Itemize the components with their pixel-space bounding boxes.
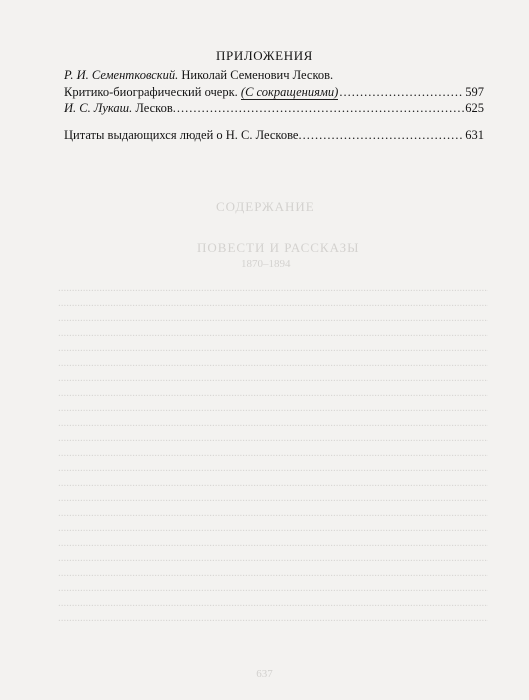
ghost-toc-row (58, 282, 488, 294)
ghost-toc-row (58, 522, 488, 534)
leader-dots (177, 100, 464, 116)
toc-entry-title: Николай Семенович Лесков. (181, 68, 334, 82)
toc-entry-title: Лесков. (135, 101, 176, 115)
ghost-toc-row (58, 447, 488, 459)
toc-entry-title: Цитаты выдающихся людей о Н. С. Лескове. (64, 128, 302, 142)
ghost-section-title: СОДЕРЖАНИЕ (216, 199, 315, 214)
toc-entry-author: И. С. Лукаш. (64, 101, 133, 115)
toc-entry-2[interactable] (64, 100, 484, 116)
ghost-toc-row (58, 612, 488, 624)
ghost-subsection-title: ПОВЕСТИ И РАССКАЗЫ (197, 240, 360, 255)
toc-entry-note: (С сокращениями) (240, 85, 339, 99)
ghost-toc-row (58, 312, 488, 324)
ghost-toc-row (58, 417, 488, 429)
toc-entry-page: 631 (465, 128, 484, 142)
ghost-toc-row (58, 432, 488, 444)
ghost-page-number: 637 (256, 668, 273, 680)
leader-dots (339, 84, 464, 100)
ghost-toc-row (58, 387, 488, 399)
toc-entry-title-cont: Критико-биографический очерк. (С сокращениями) (64, 85, 339, 99)
ghost-toc-row (58, 327, 488, 339)
ghost-toc-row (58, 507, 488, 519)
toc-entry-1-line1 (64, 67, 333, 83)
section-heading: ПРИЛОЖЕНИЯ (216, 48, 313, 63)
ghost-toc-row (58, 597, 488, 609)
ghost-toc-row (58, 462, 488, 474)
toc-entry-page: 597 (465, 85, 484, 99)
ghost-toc-row (58, 567, 488, 579)
ghost-toc-row (58, 402, 488, 414)
ghost-toc-row (58, 582, 488, 594)
ghost-toc-row (58, 477, 488, 489)
ghost-toc-row (58, 552, 488, 564)
ghost-toc-row (58, 372, 488, 384)
ghost-toc-row (58, 297, 488, 309)
toc-entry-author: Р. И. Сементковский. (64, 68, 179, 82)
leader-dots (303, 127, 465, 143)
ghost-years: 1870–1894 (241, 258, 291, 270)
ghost-toc-row (58, 492, 488, 504)
ghost-toc-row (58, 357, 488, 369)
toc-entry-1-line2[interactable] (64, 84, 484, 100)
ghost-toc-row (58, 537, 488, 549)
toc-entry-3[interactable] (64, 127, 484, 143)
toc-entry-page: 625 (465, 101, 484, 115)
ghost-toc-row (58, 342, 488, 354)
